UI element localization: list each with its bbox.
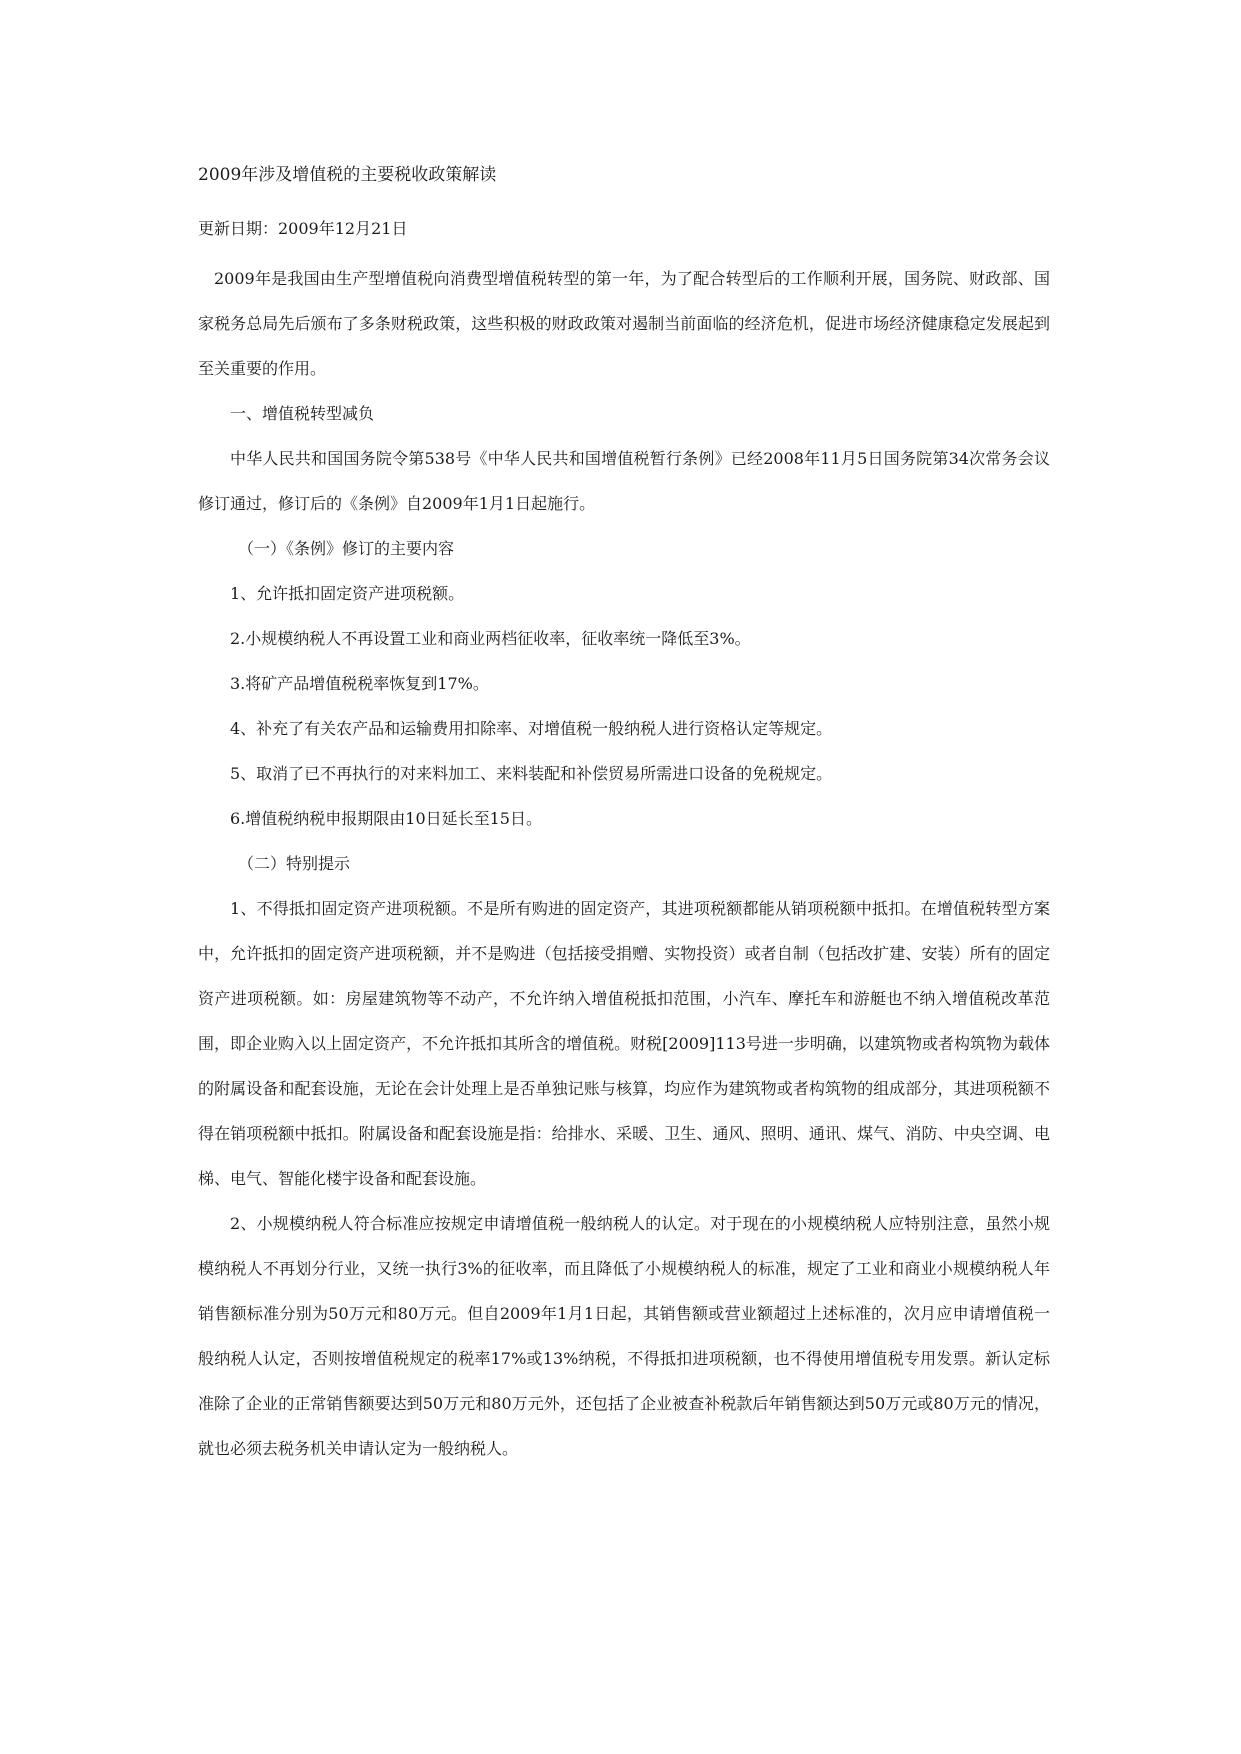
list-item: 4、补充了有关农产品和运输费用扣除率、对增值税一般纳税人进行资格认定等规定。 xyxy=(230,719,833,738)
sub2-heading: （二）特别提示 xyxy=(238,854,351,873)
sub2-paragraph-2: 2、小规模纳税人符合标准应按规定申请增值税一般纳税人的认定。对于现在的小规模纳税人应特别注意，虽然小规模纳税人不再划分行业，又统一执行3%的征收率，而且降低了小规模纳税人的标准，规定了工业和商业小规模纳税人年销售额标准分别为50万元和80万元。但自2009年1月1日起，其销售额或营业额超过上述标准的，次月应申请增值税一般纳税人认定，否则按增值税规定的税率17%或13%纳税，不得抵扣进项税额，也不得使用增值税专用发票。新认定标准除了企业的正常销售额要达到50万元和80万元外，还包括了企业被查补税款后年销售额达到50万元或80万元的情况，就也必须去税务机关申请认定为一般纳税人。 xyxy=(198,1214,1050,1458)
list-item: 3.将矿产品增值税税率恢复到17%。 xyxy=(230,674,489,693)
intro-paragraph: 2009年是我国由生产型增值税向消费型增值税转型的第一年，为了配合转型后的工作顺利开展，国务院、财政部、国家税务总局先后颁布了多条财税政策，这些积极的财政政策对遏制当前面临的经济危机，促进市场经济健康稳定发展起到至关重要的作用。 xyxy=(198,269,1050,378)
sub1-heading: （一）《条例》修订的主要内容 xyxy=(238,539,455,558)
sub2-paragraph-1: 1、不得抵扣固定资产进项税额。不是所有购进的固定资产，其进项税额都能从销项税额中抵扣。在增值税转型方案中，允许抵扣的固定资产进项税额，并不是购进（包括接受捐赠、实物投资）或者自制（包括改扩建、安装）所有的固定资产进项税额。如：房屋建筑物等不动产，不允许纳入增值税抵扣范围，小汽车、摩托车和游艇也不纳入增值税改革范围，即企业购入以上固定资产，不允许抵扣其所含的增值税。财税[2009]113号进一步明确，以建筑物或者构筑物为载体的附属设备和配套设施，无论在会计处理上是否单独记账与核算，均应作为建筑物或者构筑物的组成部分，其进项税额不得在销项税额中抵扣。附属设备和配套设施是指：给排水、采暖、卫生、通风、照明、通讯、煤气、消防、中央空调、电梯、电气、智能化楼宇设备和配套设施。 xyxy=(198,899,1050,1188)
list-item: 1、允许抵扣固定资产进项税额。 xyxy=(230,584,465,603)
section1-heading: 一、增值税转型减负 xyxy=(230,404,375,423)
document-body xyxy=(198,152,1050,1471)
update-date: 更新日期：2009年12月21日 xyxy=(198,219,408,238)
section1-paragraph: 中华人民共和国国务院令第538号《中华人民共和国增值税暂行条例》已经2008年11月5日国务院第34次常务会议修订通过，修订后的《条例》自2009年1月1日起施行。 xyxy=(198,449,1050,513)
list-item: 6.增值税纳税申报期限由10日延长至15日。 xyxy=(230,809,542,828)
list-item: 2.小规模纳税人不再设置工业和商业两档征收率，征收率统一降低至3%。 xyxy=(230,629,751,648)
document-title: 2009年涉及增值税的主要税收政策解读 xyxy=(198,165,497,185)
list-item: 5、取消了已不再执行的对来料加工、来料装配和补偿贸易所需进口设备的免税规定。 xyxy=(230,764,833,783)
